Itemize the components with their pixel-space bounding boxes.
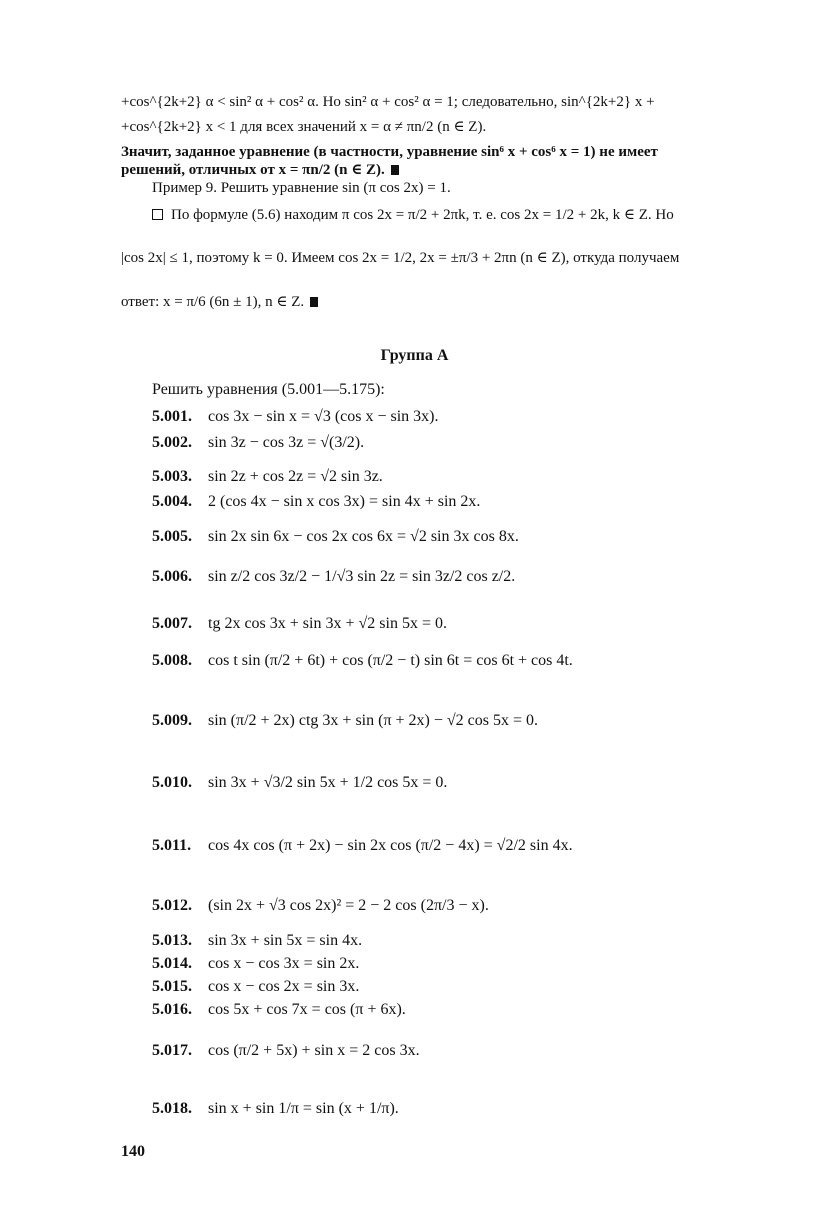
intro-line-1: +cos^{2k+2} α < sin² α + cos² α. Но sin² α + cos² α = 1; следовательно, sin^{2k+2} x +: [121, 94, 655, 110]
group-heading: Группа А: [380, 347, 449, 364]
solution-line-1: [152, 205, 758, 225]
problem-number: 5.010.: [152, 774, 192, 791]
example-9-line: Пример 9. Решить уравнение sin (π cos 2x) = 1.: [152, 180, 451, 196]
problem-number: 5.014.: [152, 955, 192, 972]
problem-number: 5.005.: [152, 528, 192, 545]
page-number: 140: [121, 1143, 145, 1160]
intro-line-3: Значит, заданное уравнение (в частности, уравнение sin⁶ x + cos⁶ x = 1) не имеет: [121, 144, 658, 160]
end-of-proof-icon: [310, 297, 318, 307]
problem-5-017: [152, 1040, 420, 1062]
problem-equation: sin (π/2 + 2x) ctg 3x + sin (π + 2x) − √2 cos 5x = 0.: [208, 712, 539, 729]
problem-5-012: [152, 895, 489, 917]
problem-equation: cos 4x cos (π + 2x) − sin 2x cos (π/2 − 4x) = √2/2 sin 4x.: [208, 837, 573, 854]
problem-number: 5.007.: [152, 615, 192, 632]
problem-equation: cos t sin (π/2 + 6t) + cos (π/2 − t) sin 6t = cos 6t + cos 4t.: [208, 652, 573, 669]
problem-5-006: [152, 566, 515, 588]
problem-5-007: [152, 613, 447, 635]
problem-equation: cos 5x + cos 7x = cos (π + 6x).: [208, 1001, 406, 1018]
problem-number: 5.018.: [152, 1100, 192, 1117]
problem-equation: sin x + sin 1/π = sin (x + 1/π).: [208, 1100, 399, 1117]
problem-5-014: [152, 953, 359, 975]
problem-5-016: [152, 999, 406, 1021]
problem-number: 5.016.: [152, 1001, 192, 1018]
solution-line-2: |cos 2x| ≤ 1, поэтому k = 0. Имеем cos 2x = 1/2, 2x = ±π/3 + 2πn (n ∈ Z), откуда получаем: [121, 250, 680, 266]
problem-equation: sin 2z + cos 2z = √2 sin 3z.: [208, 468, 383, 485]
problem-number: 5.003.: [152, 468, 192, 485]
intro-line-2: +cos^{2k+2} x < 1 для всех значений x = α ≠ πn/2 (n ∈ Z).: [121, 119, 487, 135]
problem-5-009: [152, 710, 538, 732]
intro-line-4: [121, 160, 761, 180]
answer-text: ответ: x = π/6 (6n ± 1), n ∈ Z.: [121, 294, 305, 310]
problem-equation: sin 2x sin 6x − cos 2x cos 6x = √2 sin 3x cos 8x.: [208, 528, 519, 545]
problem-number: 5.006.: [152, 568, 192, 585]
solution-start-icon: [152, 209, 163, 220]
problem-equation: sin z/2 cos 3z/2 − 1/√3 sin 2z = sin 3z/2 cos z/2.: [208, 568, 516, 585]
problem-equation: tg 2x cos 3x + sin 3x + √2 sin 5x = 0.: [208, 615, 447, 632]
problem-number: 5.013.: [152, 932, 192, 949]
problem-5-010: [152, 772, 447, 794]
problem-number: 5.004.: [152, 493, 192, 510]
problem-number: 5.015.: [152, 978, 192, 995]
problem-equation: cos 3x − sin x = √3 (cos x − sin 3x).: [208, 408, 439, 425]
problem-equation: cos x − cos 2x = sin 3x.: [208, 978, 360, 995]
task-intro: Решить уравнения (5.001—5.175):: [152, 381, 385, 398]
problem-5-013: [152, 930, 362, 952]
problem-5-005: [152, 526, 519, 548]
problem-equation: cos x − cos 3x = sin 2x.: [208, 955, 360, 972]
problem-equation: sin 3x + √3/2 sin 5x + 1/2 cos 5x = 0.: [208, 774, 448, 791]
problem-number: 5.002.: [152, 434, 192, 451]
answer-line: [121, 292, 761, 312]
end-of-proof-icon: [391, 165, 399, 175]
problem-5-004: [152, 491, 480, 513]
problem-equation: (sin 2x + √3 cos 2x)² = 2 − 2 cos (2π/3 − x).: [208, 897, 489, 914]
problem-number: 5.011.: [152, 837, 192, 854]
problem-5-011: [152, 835, 573, 857]
problem-5-003: [152, 466, 383, 488]
problem-5-001: [152, 406, 439, 428]
problem-equation: cos (π/2 + 5x) + sin x = 2 cos 3x.: [208, 1042, 420, 1059]
problem-number: 5.017.: [152, 1042, 192, 1059]
problem-number: 5.008.: [152, 652, 192, 669]
problem-equation: sin 3z − cos 3z = √(3/2).: [208, 434, 365, 451]
problem-5-015: [152, 976, 359, 998]
problem-5-008: [152, 650, 573, 672]
problem-equation: 2 (cos 4x − sin x cos 3x) = sin 4x + sin 2x.: [208, 493, 481, 510]
solution-line-1-text: По формуле (5.6) находим π cos 2x = π/2 + 2πk, т. е. cos 2x = 1/2 + 2k, k ∈ Z. Но: [171, 207, 674, 223]
intro-line-4-text: решений, отличных от x = πn/2 (n ∈ Z).: [121, 162, 385, 178]
problem-number: 5.001.: [152, 408, 192, 425]
problem-5-018: [152, 1098, 399, 1120]
problem-number: 5.012.: [152, 897, 192, 914]
problem-equation: sin 3x + sin 5x = sin 4x.: [208, 932, 363, 949]
problem-number: 5.009.: [152, 712, 192, 729]
problem-5-002: [152, 432, 364, 454]
